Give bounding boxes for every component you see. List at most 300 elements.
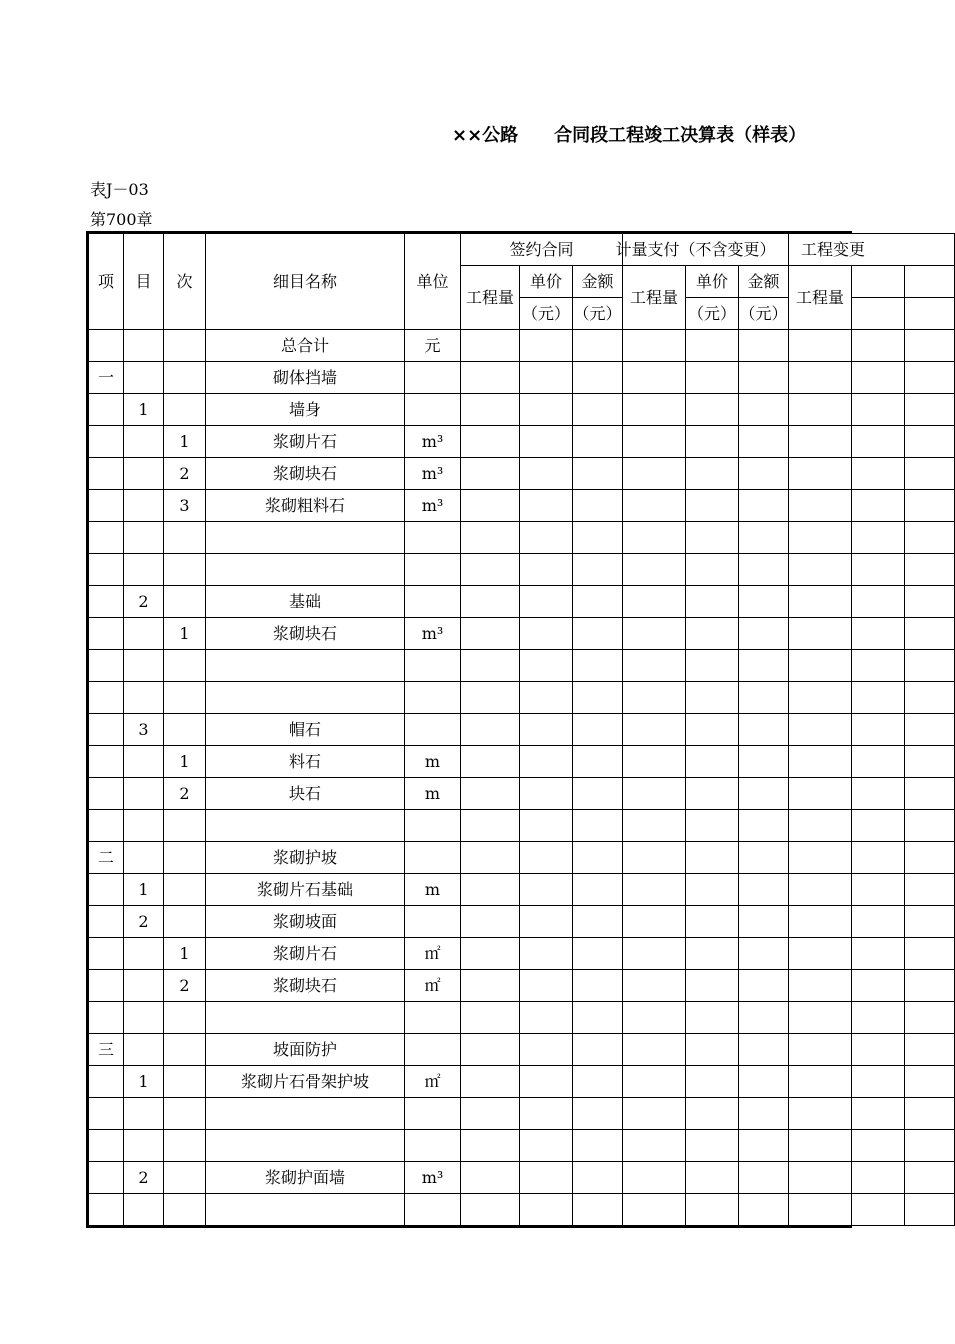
cell-sub: 1	[124, 1066, 164, 1098]
table-row	[89, 1130, 955, 1162]
cell-value	[573, 874, 623, 906]
cell-subsub: 1	[164, 746, 206, 778]
table-row	[89, 938, 955, 970]
cell-value	[739, 874, 789, 906]
cell-value	[905, 1066, 955, 1098]
cell-sub	[124, 810, 164, 842]
cell-subsub	[164, 554, 206, 586]
cell-item	[89, 618, 124, 650]
cell-name: 块石	[206, 778, 405, 810]
cell-value	[686, 842, 739, 874]
cell-value	[739, 362, 789, 394]
cell-value	[686, 810, 739, 842]
table-row	[89, 682, 955, 714]
cell-subsub	[164, 586, 206, 618]
cell-value	[461, 682, 520, 714]
cell-value	[739, 1130, 789, 1162]
cell-subsub	[164, 362, 206, 394]
header-change: 工程变更	[789, 234, 955, 266]
cell-item	[89, 458, 124, 490]
table-row	[89, 778, 955, 810]
cell-value	[573, 1194, 623, 1226]
cell-value	[461, 330, 520, 362]
cell-value	[789, 1066, 852, 1098]
cell-value	[573, 1162, 623, 1194]
cell-value	[852, 810, 905, 842]
cell-sub	[124, 1194, 164, 1226]
cell-value	[905, 842, 955, 874]
cell-sub	[124, 618, 164, 650]
cell-name: 浆砌粗料石	[206, 490, 405, 522]
table-row	[89, 394, 955, 426]
cell-value	[852, 426, 905, 458]
cell-item	[89, 970, 124, 1002]
cell-value	[520, 650, 573, 682]
cell-value	[520, 554, 573, 586]
cell-name	[206, 682, 405, 714]
cell-value	[573, 842, 623, 874]
cell-value	[623, 650, 686, 682]
header-qty-2: 工程量	[623, 266, 686, 330]
cell-value	[461, 1130, 520, 1162]
cell-value	[623, 938, 686, 970]
cell-unit: m	[405, 746, 461, 778]
cell-name: 浆砌护坡	[206, 842, 405, 874]
cell-value	[905, 490, 955, 522]
cell-name: 料石	[206, 746, 405, 778]
cell-value	[686, 778, 739, 810]
header-amount-3	[905, 266, 955, 298]
cell-value	[686, 586, 739, 618]
cell-value	[686, 650, 739, 682]
cell-value	[686, 426, 739, 458]
cell-value	[623, 1162, 686, 1194]
cell-subsub: 2	[164, 970, 206, 1002]
cell-sub: 1	[124, 394, 164, 426]
header-subsub: 次	[164, 234, 206, 330]
cell-value	[520, 330, 573, 362]
cell-name: 浆砌片石基础	[206, 874, 405, 906]
cell-value	[686, 906, 739, 938]
cell-value	[789, 906, 852, 938]
cell-value	[520, 1194, 573, 1226]
header-price-3	[852, 266, 905, 298]
cell-value	[789, 362, 852, 394]
table-row	[89, 1098, 955, 1130]
cell-value	[739, 1034, 789, 1066]
cell-item	[89, 650, 124, 682]
cell-subsub	[164, 682, 206, 714]
table-row	[89, 650, 955, 682]
cell-value	[739, 458, 789, 490]
cell-item	[89, 394, 124, 426]
cell-value	[573, 1066, 623, 1098]
cell-value	[789, 554, 852, 586]
header-row-1	[89, 234, 955, 266]
cell-value	[739, 618, 789, 650]
cell-value	[686, 1194, 739, 1226]
cell-unit: m	[405, 778, 461, 810]
cell-value	[623, 746, 686, 778]
cell-name: 浆砌坡面	[206, 906, 405, 938]
cell-value	[573, 618, 623, 650]
table-row	[89, 810, 955, 842]
cell-value	[461, 554, 520, 586]
cell-value	[520, 458, 573, 490]
cell-value	[623, 362, 686, 394]
cell-value	[852, 746, 905, 778]
cell-value	[461, 1098, 520, 1130]
cell-sub	[124, 1002, 164, 1034]
table-code: 表J－03	[90, 180, 149, 199]
cell-value	[461, 362, 520, 394]
header-amount-2: 金额	[739, 266, 789, 298]
header-qty-3: 工程量	[789, 266, 852, 330]
cell-value	[789, 490, 852, 522]
cell-value	[573, 778, 623, 810]
header-amount-1: 金额	[573, 266, 623, 298]
cell-value	[852, 970, 905, 1002]
cell-value	[789, 938, 852, 970]
cell-value	[739, 842, 789, 874]
table-row	[89, 1066, 955, 1098]
cell-value	[623, 1130, 686, 1162]
cell-value	[789, 426, 852, 458]
table-row	[89, 554, 955, 586]
cell-value	[461, 906, 520, 938]
cell-value	[573, 458, 623, 490]
cell-item	[89, 1130, 124, 1162]
cell-value	[520, 938, 573, 970]
cell-name: 浆砌片石	[206, 938, 405, 970]
cell-value	[905, 522, 955, 554]
cell-value	[852, 1130, 905, 1162]
cell-value	[623, 1098, 686, 1130]
table-row	[89, 618, 955, 650]
cell-subsub: 3	[164, 490, 206, 522]
cell-value	[461, 1162, 520, 1194]
cell-value	[686, 490, 739, 522]
cell-value	[461, 1194, 520, 1226]
cell-value	[623, 842, 686, 874]
settlement-table-container	[86, 231, 866, 1228]
cell-value	[789, 522, 852, 554]
cell-subsub	[164, 330, 206, 362]
cell-value	[789, 394, 852, 426]
cell-value	[686, 714, 739, 746]
cell-value	[623, 682, 686, 714]
cell-unit	[405, 394, 461, 426]
cell-value	[852, 586, 905, 618]
cell-sub	[124, 1034, 164, 1066]
header-payment: 计量支付（不含变更）	[623, 234, 789, 266]
table-row	[89, 458, 955, 490]
cell-value	[520, 842, 573, 874]
cell-sub	[124, 682, 164, 714]
cell-unit	[405, 1098, 461, 1130]
cell-value	[686, 1066, 739, 1098]
table-row	[89, 1162, 955, 1194]
cell-unit	[405, 522, 461, 554]
cell-value	[905, 554, 955, 586]
cell-unit	[405, 586, 461, 618]
cell-value	[686, 874, 739, 906]
cell-value	[623, 522, 686, 554]
cell-unit	[405, 554, 461, 586]
cell-value	[686, 394, 739, 426]
cell-value	[461, 586, 520, 618]
cell-item: 一	[89, 362, 124, 394]
cell-value	[573, 650, 623, 682]
cell-value	[905, 426, 955, 458]
cell-value	[905, 618, 955, 650]
cell-sub	[124, 362, 164, 394]
cell-subsub	[164, 522, 206, 554]
cell-value	[686, 682, 739, 714]
cell-value	[905, 810, 955, 842]
cell-value	[905, 586, 955, 618]
cell-item	[89, 1162, 124, 1194]
cell-item	[89, 1002, 124, 1034]
cell-name	[206, 810, 405, 842]
cell-value	[623, 970, 686, 1002]
table-row	[89, 522, 955, 554]
cell-value	[461, 778, 520, 810]
cell-item	[89, 682, 124, 714]
cell-value	[573, 490, 623, 522]
cell-value	[623, 490, 686, 522]
cell-value	[852, 874, 905, 906]
cell-item	[89, 1194, 124, 1226]
cell-value	[686, 1162, 739, 1194]
cell-value	[520, 906, 573, 938]
cell-value	[520, 970, 573, 1002]
cell-value	[852, 1034, 905, 1066]
cell-subsub	[164, 714, 206, 746]
cell-value	[520, 1034, 573, 1066]
cell-item	[89, 554, 124, 586]
cell-subsub	[164, 842, 206, 874]
header-amount-yuan-2: （元）	[739, 298, 789, 330]
cell-sub: 3	[124, 714, 164, 746]
cell-sub	[124, 426, 164, 458]
cell-sub	[124, 938, 164, 970]
cell-value	[739, 906, 789, 938]
cell-value	[520, 1162, 573, 1194]
cell-value	[686, 522, 739, 554]
cell-value	[852, 394, 905, 426]
cell-value	[739, 330, 789, 362]
cell-value	[573, 1098, 623, 1130]
cell-value	[623, 1002, 686, 1034]
cell-value	[686, 1034, 739, 1066]
cell-item	[89, 874, 124, 906]
cell-subsub	[164, 874, 206, 906]
header-amount-yuan-3	[905, 298, 955, 330]
cell-value	[623, 1034, 686, 1066]
cell-value	[905, 362, 955, 394]
cell-unit	[405, 906, 461, 938]
cell-unit: m	[405, 874, 461, 906]
table-row	[89, 426, 955, 458]
table-row	[89, 1194, 955, 1226]
cell-value	[739, 1066, 789, 1098]
header-price-yuan-1: （元）	[520, 298, 573, 330]
cell-value	[905, 938, 955, 970]
cell-sub	[124, 842, 164, 874]
cell-value	[789, 586, 852, 618]
cell-subsub	[164, 650, 206, 682]
cell-value	[520, 522, 573, 554]
cell-value	[573, 554, 623, 586]
chapter-label: 第700章	[90, 210, 153, 229]
cell-item	[89, 938, 124, 970]
header-sub: 目	[124, 234, 164, 330]
cell-value	[739, 938, 789, 970]
cell-sub: 2	[124, 1162, 164, 1194]
cell-unit: m³	[405, 426, 461, 458]
header-price-yuan-3	[852, 298, 905, 330]
cell-value	[789, 810, 852, 842]
cell-sub	[124, 458, 164, 490]
cell-value	[789, 330, 852, 362]
cell-value	[789, 1002, 852, 1034]
cell-value	[623, 554, 686, 586]
cell-value	[573, 938, 623, 970]
cell-value	[461, 842, 520, 874]
cell-item	[89, 330, 124, 362]
cell-value	[520, 714, 573, 746]
cell-value	[461, 1034, 520, 1066]
cell-value	[520, 586, 573, 618]
header-qty-1: 工程量	[461, 266, 520, 330]
cell-value	[461, 1002, 520, 1034]
cell-value	[852, 842, 905, 874]
cell-item	[89, 778, 124, 810]
cell-value	[520, 490, 573, 522]
cell-value	[852, 1162, 905, 1194]
cell-unit: m³	[405, 490, 461, 522]
table-row	[89, 330, 955, 362]
cell-value	[852, 362, 905, 394]
cell-name: 砌体挡墙	[206, 362, 405, 394]
cell-value	[520, 682, 573, 714]
cell-value	[789, 650, 852, 682]
cell-item: 三	[89, 1034, 124, 1066]
cell-value	[739, 778, 789, 810]
cell-value	[852, 1002, 905, 1034]
cell-unit	[405, 682, 461, 714]
cell-value	[623, 586, 686, 618]
cell-value	[739, 746, 789, 778]
header-unit: 单位	[405, 234, 461, 330]
cell-name: 墙身	[206, 394, 405, 426]
cell-unit	[405, 810, 461, 842]
cell-value	[852, 1194, 905, 1226]
cell-value	[905, 650, 955, 682]
cell-subsub: 2	[164, 458, 206, 490]
cell-subsub	[164, 906, 206, 938]
cell-value	[905, 1098, 955, 1130]
cell-value	[623, 1066, 686, 1098]
header-price-yuan-2: （元）	[686, 298, 739, 330]
cell-value	[520, 746, 573, 778]
cell-value	[739, 554, 789, 586]
cell-value	[686, 554, 739, 586]
cell-value	[461, 650, 520, 682]
cell-value	[573, 714, 623, 746]
cell-item	[89, 522, 124, 554]
cell-value	[789, 1162, 852, 1194]
cell-sub	[124, 1098, 164, 1130]
cell-name	[206, 650, 405, 682]
cell-value	[905, 746, 955, 778]
cell-unit	[405, 650, 461, 682]
cell-name: 浆砌护面墙	[206, 1162, 405, 1194]
cell-value	[520, 874, 573, 906]
cell-value	[461, 426, 520, 458]
cell-value	[789, 682, 852, 714]
cell-value	[852, 906, 905, 938]
cell-sub	[124, 650, 164, 682]
cell-value	[789, 1034, 852, 1066]
cell-value	[686, 746, 739, 778]
cell-unit	[405, 362, 461, 394]
cell-value	[789, 1098, 852, 1130]
cell-name: 浆砌块石	[206, 970, 405, 1002]
cell-value	[789, 874, 852, 906]
cell-value	[739, 1002, 789, 1034]
cell-subsub	[164, 810, 206, 842]
table-row	[89, 490, 955, 522]
cell-unit: ㎡	[405, 970, 461, 1002]
table-row	[89, 1002, 955, 1034]
table-row	[89, 1034, 955, 1066]
cell-value	[789, 842, 852, 874]
cell-value	[789, 714, 852, 746]
header-amount-yuan-1: （元）	[573, 298, 623, 330]
cell-value	[686, 362, 739, 394]
cell-value	[573, 746, 623, 778]
cell-value	[461, 522, 520, 554]
cell-value	[461, 810, 520, 842]
cell-subsub: 2	[164, 778, 206, 810]
cell-name: 浆砌块石	[206, 458, 405, 490]
cell-value	[623, 426, 686, 458]
cell-value	[461, 874, 520, 906]
cell-value	[789, 618, 852, 650]
cell-value	[852, 1098, 905, 1130]
cell-value	[852, 1066, 905, 1098]
header-contract: 签约合同	[461, 234, 623, 266]
table-row	[89, 874, 955, 906]
cell-value	[905, 394, 955, 426]
cell-value	[461, 394, 520, 426]
cell-unit: ㎡	[405, 938, 461, 970]
cell-value	[686, 458, 739, 490]
cell-unit	[405, 1034, 461, 1066]
table-row	[89, 906, 955, 938]
cell-value	[573, 682, 623, 714]
table-row	[89, 362, 955, 394]
cell-value	[573, 426, 623, 458]
cell-value	[789, 1130, 852, 1162]
table-row	[89, 842, 955, 874]
cell-value	[520, 1098, 573, 1130]
cell-name	[206, 1098, 405, 1130]
header-price-1: 单价	[520, 266, 573, 298]
cell-value	[461, 1066, 520, 1098]
